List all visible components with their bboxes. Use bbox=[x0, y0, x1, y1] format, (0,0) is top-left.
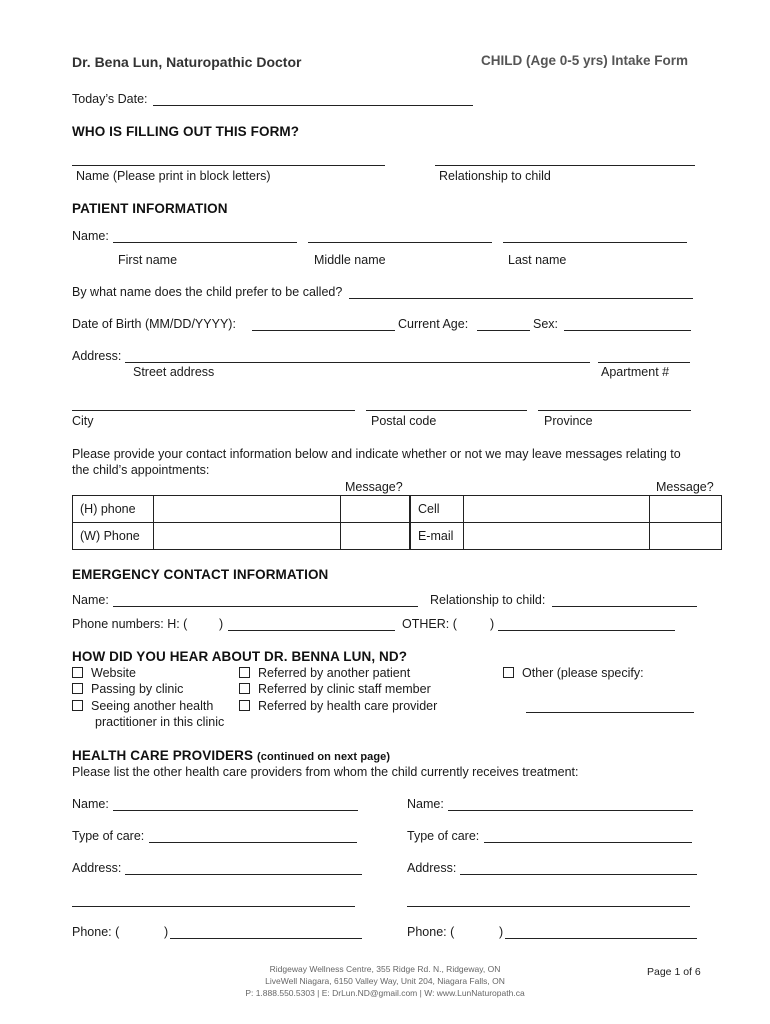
patient-name-label: Name: bbox=[72, 229, 109, 243]
checkbox[interactable] bbox=[239, 700, 250, 711]
contact-intro-line2: the child’s appointments: bbox=[72, 463, 210, 477]
providers-heading bbox=[72, 748, 390, 763]
emergency-relationship-label: Relationship to child: bbox=[430, 593, 546, 607]
dob-label: Date of Birth (MM/DD/YYYY): bbox=[72, 317, 236, 331]
hear-option-practitioner-cont: practitioner in this clinic bbox=[95, 715, 225, 729]
table-row bbox=[73, 496, 722, 523]
checkbox[interactable] bbox=[72, 667, 83, 678]
dob-field[interactable] bbox=[252, 330, 395, 331]
checkbox[interactable] bbox=[239, 667, 250, 678]
last-name-caption: Last name bbox=[508, 253, 567, 267]
preferred-name-label: By what name does the child prefer to be called? bbox=[72, 285, 343, 299]
emergency-other-paren: ) bbox=[490, 617, 495, 631]
providers-heading-note: (continued on next page) bbox=[256, 751, 391, 763]
checkbox[interactable] bbox=[72, 700, 83, 711]
provider1-type-label: Type of care: bbox=[72, 829, 145, 843]
hear-option-label: Referred by another patient bbox=[258, 666, 411, 680]
checkbox[interactable] bbox=[239, 683, 250, 694]
provider2-phone-label: Phone: ( bbox=[407, 925, 455, 939]
page-number: Page 1 of 6 bbox=[647, 966, 701, 978]
provider2-phone-paren: ) bbox=[499, 925, 504, 939]
providers-intro: Please list the other health care providers from whom the child currently receives treatment: bbox=[72, 765, 579, 779]
hear-option-label: Seeing another health bbox=[91, 699, 214, 713]
patient-heading: PATIENT INFORMATION bbox=[72, 201, 228, 216]
emergency-name-label: Name: bbox=[72, 593, 109, 607]
message-header-right: Message? bbox=[656, 480, 714, 494]
filler-heading: WHO IS FILLING OUT THIS FORM? bbox=[72, 124, 300, 139]
provider1-address-field[interactable] bbox=[125, 874, 362, 875]
provider2-name-field[interactable] bbox=[448, 810, 693, 811]
address-label: Address: bbox=[72, 349, 122, 363]
age-label: Current Age: bbox=[398, 317, 469, 331]
emergency-phone-paren: ) bbox=[219, 617, 224, 631]
work-phone-label: (W) Phone bbox=[73, 523, 154, 550]
middle-name-caption: Middle name bbox=[314, 253, 386, 267]
todays-date-field[interactable] bbox=[153, 105, 473, 106]
provider2-address-label: Address: bbox=[407, 861, 457, 875]
hear-option-patient-referral[interactable] bbox=[239, 666, 410, 680]
provider2-address-field[interactable] bbox=[460, 874, 697, 875]
hear-option-provider-referral[interactable] bbox=[239, 699, 437, 713]
hear-option-label: Passing by clinic bbox=[91, 682, 184, 696]
footer-line1: Ridgeway Wellness Centre, 355 Ridge Rd. N., Ridgeway, ON bbox=[269, 964, 501, 974]
hear-option-staff-referral[interactable] bbox=[239, 682, 431, 696]
hear-heading: HOW DID YOU HEAR ABOUT DR. BENNA LUN, ND? bbox=[72, 649, 408, 664]
hear-other-field[interactable] bbox=[526, 712, 694, 713]
checkbox[interactable] bbox=[503, 667, 514, 678]
emergency-relationship-field[interactable] bbox=[552, 606, 697, 607]
provider2-phone-field[interactable] bbox=[505, 938, 697, 939]
hear-option-label: Referred by health care provider bbox=[258, 699, 438, 713]
table-row bbox=[73, 523, 722, 550]
doctor-name: Dr. Bena Lun, Naturopathic Doctor bbox=[72, 54, 302, 70]
checkbox[interactable] bbox=[72, 683, 83, 694]
provider2-type-label: Type of care: bbox=[407, 829, 480, 843]
first-name-field[interactable] bbox=[113, 242, 297, 243]
cell-label: Cell bbox=[410, 496, 464, 523]
provider1-type-field[interactable] bbox=[149, 842, 357, 843]
hear-option-label: Other (please specify: bbox=[522, 666, 644, 680]
first-name-caption: First name bbox=[118, 253, 178, 267]
provider1-phone-field[interactable] bbox=[170, 938, 362, 939]
contact-table bbox=[72, 495, 722, 550]
form-title: CHILD (Age 0-5 yrs) Intake Form bbox=[481, 53, 689, 68]
hear-option-practitioner[interactable] bbox=[72, 699, 213, 713]
province-field[interactable] bbox=[538, 410, 691, 411]
home-phone-label: (H) phone bbox=[73, 496, 154, 523]
footer-line3: P: 1.888.550.5303 | E: DrLun.ND@gmail.com | W: www.LunNaturopath.ca bbox=[245, 988, 525, 998]
home-phone-field[interactable] bbox=[153, 496, 340, 523]
filler-relationship-caption: Relationship to child bbox=[439, 169, 551, 183]
email-message-field[interactable] bbox=[650, 523, 722, 550]
providers-heading-text: HEALTH CARE PROVIDERS bbox=[72, 748, 254, 763]
hear-option-other[interactable] bbox=[503, 666, 644, 680]
message-header-left: Message? bbox=[345, 480, 403, 494]
provider1-address-label: Address: bbox=[72, 861, 122, 875]
emergency-other-label: OTHER: ( bbox=[402, 617, 457, 631]
hear-option-website[interactable] bbox=[72, 666, 136, 680]
contact-intro-line1: Please provide your contact information below and indicate whether or not we may leave messages relating to bbox=[72, 447, 681, 461]
city-field[interactable] bbox=[72, 410, 355, 411]
province-caption: Province bbox=[544, 414, 593, 428]
filler-relationship-field[interactable] bbox=[435, 165, 695, 166]
postal-code-caption: Postal code bbox=[371, 414, 437, 428]
filler-name-field[interactable] bbox=[72, 165, 385, 166]
emergency-other-phone-field[interactable] bbox=[498, 630, 675, 631]
apartment-field[interactable] bbox=[598, 362, 690, 363]
city-caption: City bbox=[72, 414, 94, 428]
cell-message-field[interactable] bbox=[650, 496, 722, 523]
postal-code-field[interactable] bbox=[366, 410, 527, 411]
street-address-caption: Street address bbox=[133, 365, 215, 379]
work-phone-field[interactable] bbox=[153, 523, 340, 550]
emergency-name-field[interactable] bbox=[113, 606, 418, 607]
provider2-name-label: Name: bbox=[407, 797, 444, 811]
emergency-heading: EMERGENCY CONTACT INFORMATION bbox=[72, 567, 329, 582]
cell-field[interactable] bbox=[464, 496, 650, 523]
emergency-phone-label: Phone numbers: H: ( bbox=[72, 617, 188, 631]
email-label: E-mail bbox=[410, 523, 464, 550]
hear-option-passing[interactable] bbox=[72, 682, 183, 696]
preferred-name-field[interactable] bbox=[349, 298, 693, 299]
age-field[interactable] bbox=[477, 330, 530, 331]
apartment-caption: Apartment # bbox=[601, 365, 670, 379]
provider2-address-line2-field[interactable] bbox=[407, 906, 690, 907]
filler-name-caption: Name (Please print in block letters) bbox=[76, 169, 271, 183]
provider1-phone-paren: ) bbox=[164, 925, 169, 939]
hear-option-label: Website bbox=[91, 666, 136, 680]
provider1-name-label: Name: bbox=[72, 797, 109, 811]
middle-name-field[interactable] bbox=[308, 242, 492, 243]
home-phone-message-field[interactable] bbox=[340, 496, 410, 523]
work-phone-message-field[interactable] bbox=[340, 523, 410, 550]
sex-label: Sex: bbox=[533, 317, 559, 331]
street-address-field[interactable] bbox=[125, 362, 590, 363]
provider1-name-field[interactable] bbox=[113, 810, 358, 811]
emergency-home-phone-field[interactable] bbox=[228, 630, 395, 631]
sex-field[interactable] bbox=[564, 330, 691, 331]
footer-line2: LiveWell Niagara, 6150 Valley Way, Unit 204, Niagara Falls, ON bbox=[265, 976, 505, 986]
email-field[interactable] bbox=[464, 523, 650, 550]
provider1-phone-label: Phone: ( bbox=[72, 925, 120, 939]
provider2-type-field[interactable] bbox=[484, 842, 692, 843]
footer-address bbox=[185, 963, 585, 999]
last-name-field[interactable] bbox=[503, 242, 687, 243]
hear-option-label: Referred by clinic staff member bbox=[258, 682, 431, 696]
provider1-address-line2-field[interactable] bbox=[72, 906, 355, 907]
todays-date-label: Today’s Date: bbox=[72, 92, 148, 106]
